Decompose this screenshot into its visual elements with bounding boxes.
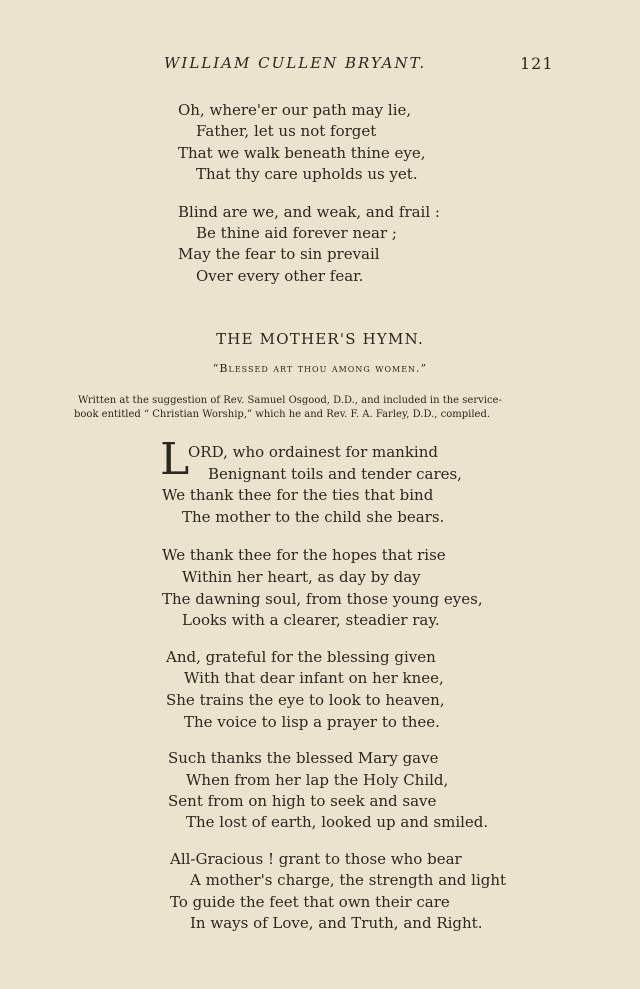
- poem-line: Over every other fear.: [196, 267, 364, 285]
- poem-line: Sent from on high to seek and save: [168, 792, 437, 810]
- poem-line: The mother to the child she bears.: [182, 508, 445, 526]
- poem-line: All-Gracious ! grant to those who bear: [170, 850, 462, 868]
- poem-title: THE MOTHER'S HYMN.: [216, 330, 424, 348]
- poem-line: Looks with a clearer, steadier ray.: [182, 611, 440, 629]
- headnote-line: Written at the suggestion of Rev. Samuel Osgood, D.D., and included in the service-: [78, 395, 502, 406]
- page-header: [0, 54, 640, 78]
- poem-line: The lost of earth, looked up and smiled.: [186, 813, 489, 831]
- poem-line: May the fear to sin prevail: [178, 245, 380, 263]
- poem-line: The dawning soul, from those young eyes,: [162, 590, 483, 608]
- poem-line: We thank thee for the hopes that rise: [162, 546, 446, 564]
- running-head: WILLIAM CULLEN BRYANT.: [164, 54, 427, 72]
- poem-line: In ways of Love, and Truth, and Right.: [190, 914, 483, 932]
- poem-line: ORD, who ordainest for mankind: [188, 443, 438, 461]
- poem-line: Blind are we, and weak, and frail :: [178, 203, 440, 221]
- poem-line: When from her lap the Holy Child,: [186, 771, 449, 789]
- poem-line: Be thine aid forever near ;: [196, 224, 397, 242]
- poem-line: Within her heart, as day by day: [182, 568, 421, 586]
- poem-line: Benignant toils and tender cares,: [208, 465, 462, 483]
- poem-line: Father, let us not forget: [196, 122, 377, 140]
- poem-line: To guide the feet that own their care: [170, 893, 450, 911]
- poem-line: That we walk beneath thine eye,: [178, 144, 426, 162]
- poem-line: We thank thee for the ties that bind: [162, 486, 434, 504]
- poem-line: A mother's charge, the strength and light: [190, 871, 507, 889]
- poem-line: And, grateful for the blessing given: [166, 648, 436, 666]
- poem-line: With that dear infant on her knee,: [184, 669, 444, 687]
- page-number: 121: [520, 54, 554, 73]
- poem-line: That thy care upholds us yet.: [196, 165, 418, 183]
- poem-line: The voice to lisp a prayer to thee.: [184, 713, 440, 731]
- drop-cap: L: [160, 434, 190, 485]
- poem-line: Oh, where'er our path may lie,: [178, 101, 412, 119]
- headnote-line: book entitled “ Christian Worship,” which he and Rev. F. A. Farley, D.D., compiled.: [74, 409, 491, 420]
- poem-line: Such thanks the blessed Mary gave: [168, 749, 439, 767]
- epigraph: “Blessed art thou among women.”: [212, 362, 428, 375]
- poem-line: She trains the eye to look to heaven,: [166, 691, 445, 709]
